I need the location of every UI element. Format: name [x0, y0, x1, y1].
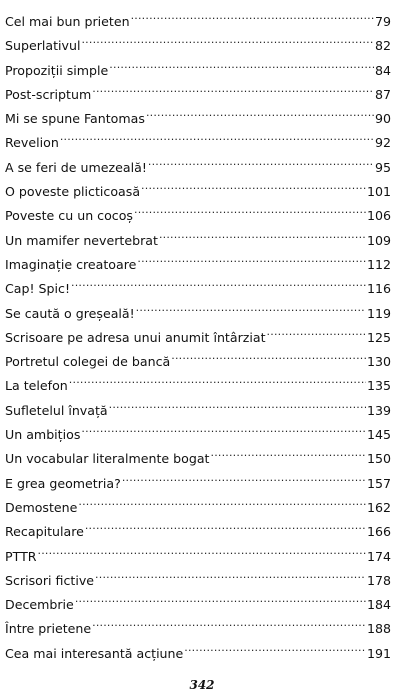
dot-leader	[85, 512, 366, 536]
toc-entry-page: 178	[366, 572, 391, 588]
toc-entry-page: 95	[374, 159, 391, 175]
dot-leader	[159, 221, 366, 245]
toc-entry-page: 157	[366, 475, 391, 491]
dot-leader	[122, 464, 366, 488]
toc-entry-page: 84	[374, 62, 391, 78]
toc-entry	[5, 537, 391, 564]
table-of-contents	[5, 2, 391, 661]
toc-entry-title: Scrisori fictive	[5, 572, 95, 588]
toc-entry-page: 162	[366, 499, 391, 515]
dot-leader	[146, 99, 374, 123]
dot-leader	[109, 391, 366, 415]
toc-entry-title: Imaginație creatoare	[5, 256, 137, 272]
toc-entry-title: La telefon	[5, 378, 68, 394]
dot-leader	[137, 245, 366, 269]
toc-entry	[5, 123, 391, 151]
dot-leader	[69, 366, 366, 390]
toc-entry-title: Un ambițios	[5, 427, 81, 443]
dot-leader	[71, 269, 366, 293]
toc-entry-title: Un mamifer nevertebrat	[5, 232, 158, 248]
toc-entry-page: 119	[366, 305, 391, 321]
dot-leader	[136, 294, 366, 318]
toc-entry-page: 125	[366, 329, 391, 345]
toc-entry-page: 130	[366, 354, 391, 370]
toc-entry-title: Portretul colegei de bancă	[5, 354, 171, 370]
dot-leader	[38, 537, 366, 561]
dot-leader	[75, 585, 366, 609]
dot-leader	[141, 172, 366, 196]
dot-leader	[95, 561, 366, 585]
toc-entry	[5, 561, 391, 588]
toc-entry-title: Cea mai interesantă acțiune	[5, 645, 184, 661]
dot-leader	[78, 488, 366, 512]
toc-entry-page: 109	[366, 232, 391, 248]
page-number: 342	[189, 678, 215, 692]
toc-entry-title: PTTR	[5, 548, 37, 564]
toc-entry-page: 116	[366, 281, 391, 297]
toc-entry-page: 87	[374, 86, 391, 102]
toc-entry-title: Post-scriptum	[5, 86, 92, 102]
toc-entry-page: 106	[366, 208, 391, 224]
toc-entry-title: O poveste plicticoasă	[5, 184, 141, 200]
dot-leader	[184, 634, 366, 658]
toc-entry-title: Scrisoare pe adresa unui anumit întârziat	[5, 329, 266, 345]
toc-entry-title: Recapitulare	[5, 524, 84, 540]
toc-entry-page: 139	[366, 402, 391, 418]
toc-entry-page: 191	[366, 645, 391, 661]
toc-entry-page: 90	[374, 111, 391, 127]
dot-leader	[81, 415, 366, 439]
toc-entry-page: 112	[366, 256, 391, 272]
toc-entry-title: Poveste cu un cocoș	[5, 208, 133, 224]
toc-entry-page: 82	[374, 38, 391, 54]
dot-leader	[211, 439, 366, 463]
toc-entry-title: Se caută o greșeală!	[5, 305, 135, 321]
toc-entry-page: 174	[366, 548, 391, 564]
toc-entry-page: 150	[366, 451, 391, 467]
dot-leader	[134, 196, 366, 220]
toc-entry-title: Un vocabular literalmente bogat	[5, 451, 210, 467]
dot-leader	[109, 51, 374, 75]
dot-leader	[148, 148, 374, 172]
toc-entry	[5, 148, 391, 175]
toc-entry-page: 135	[366, 378, 391, 394]
toc-entry-title: Cel mai bun prieten	[5, 14, 130, 29]
dot-leader	[267, 318, 366, 342]
toc-entry-title: A se feri de umezeală!	[5, 159, 147, 175]
toc-entry-title: Revelion	[5, 135, 59, 151]
toc-entry	[5, 2, 391, 29]
dot-leader	[92, 75, 374, 99]
dot-leader	[60, 123, 374, 147]
toc-entry-title: Sufletelul învață	[5, 402, 108, 418]
dot-leader	[171, 342, 366, 366]
toc-entry-page: 101	[366, 184, 391, 200]
dot-leader	[81, 26, 373, 50]
toc-entry-title: Cap! Spic!	[5, 281, 71, 297]
toc-entry-title: Mi se spune Fantomas	[5, 111, 145, 127]
toc-entry-page: 166	[366, 524, 391, 540]
toc-entry-title: Superlativul	[5, 38, 81, 54]
toc-entry-page: 145	[366, 427, 391, 443]
toc-entry-title: Între prietene	[5, 621, 92, 637]
dot-leader	[92, 609, 366, 633]
toc-entry-page: 184	[366, 597, 391, 613]
toc-entry-title: Decembrie	[5, 597, 74, 613]
toc-entry-title: Demostene	[5, 499, 78, 515]
toc-entry-page: 79	[374, 14, 391, 29]
toc-entry-title: Propoziții simple	[5, 62, 109, 78]
dot-leader	[131, 2, 374, 26]
toc-entry-title: E grea geometria?	[5, 475, 121, 491]
toc-entry-page: 92	[374, 135, 391, 151]
toc-entry-page: 188	[366, 621, 391, 637]
